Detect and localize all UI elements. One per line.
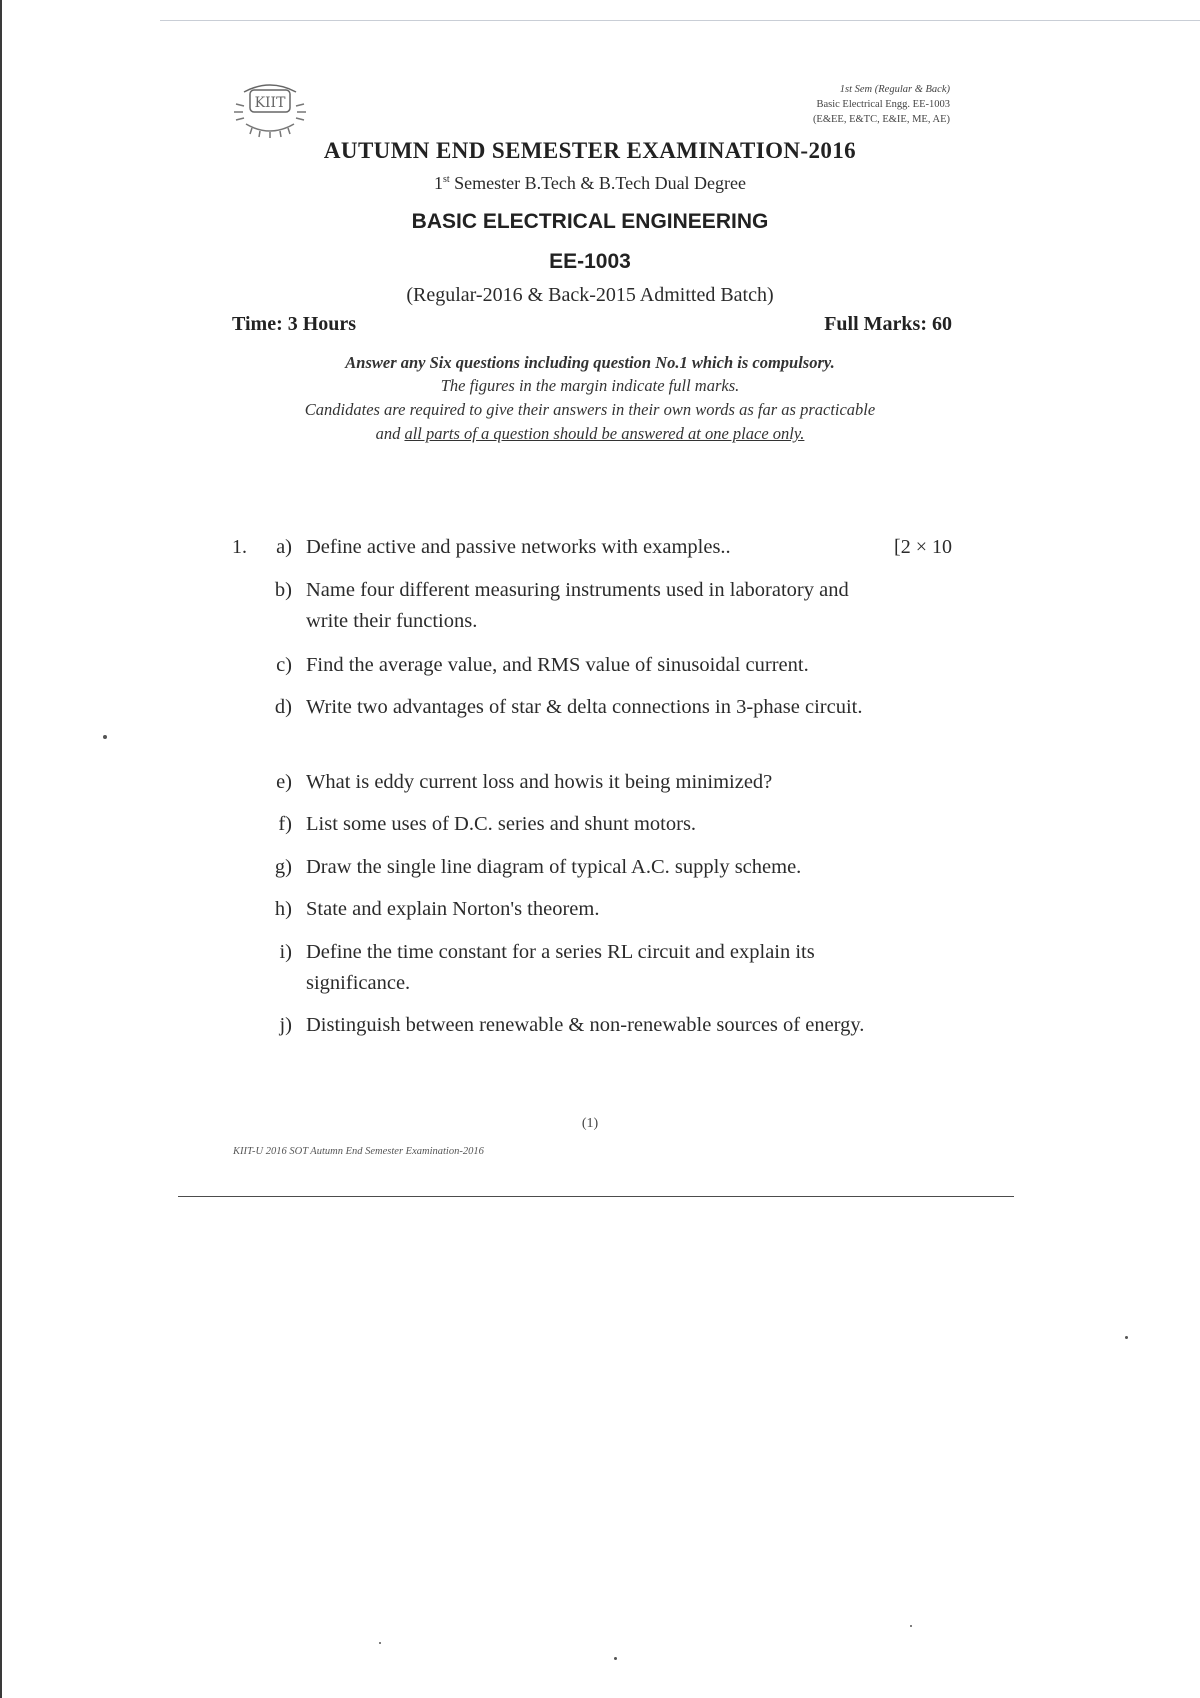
part-text: List some uses of D.C. series and shunt motors. (306, 813, 697, 835)
logo-text: KIIT (254, 95, 286, 111)
scan-speck (614, 1657, 617, 1660)
part-label: f) (278, 813, 292, 835)
page-number: (1) (581, 1116, 599, 1131)
question-number: 1. (232, 536, 247, 558)
instruction-one-place (0, 424, 1180, 444)
part-text: What is eddy current loss and howis it being minimized? (306, 771, 773, 793)
scan-edge-top (160, 20, 1200, 21)
batch-line: (Regular-2016 & Back-2015 Admitted Batch) (406, 284, 774, 306)
part-label: j) (279, 1014, 292, 1036)
part-label: c) (276, 654, 292, 676)
scan-speck (1125, 1336, 1128, 1339)
course-reference (700, 82, 950, 127)
subject-title: BASIC ELECTRICAL ENGINEERING (411, 210, 769, 233)
part-text: Draw the single line diagram of typical A.C. supply scheme. (306, 856, 802, 878)
scan-speck (910, 1625, 912, 1627)
question-marks: [2 × 10 (894, 536, 952, 558)
part-text: Name four different measuring instruments used in laboratory and write their functions. (306, 579, 849, 632)
instruction-own-words: Candidates are required to give their answers in their own words as far as practicable (304, 400, 876, 419)
bottom-rule (178, 1196, 1014, 1197)
part-label: e) (276, 771, 292, 793)
part-text: Define active and passive networks with examples.. (306, 536, 731, 558)
semester-text: Semester B.Tech & B.Tech Dual Degree (449, 173, 747, 193)
semester-line (0, 173, 1180, 194)
part-text: Distinguish between renewable & non-renewable sources of energy. (306, 1014, 865, 1036)
part-label: g) (274, 856, 292, 878)
part-label: i) (279, 941, 292, 963)
part-label: h) (274, 898, 292, 920)
semester-number: 1 (433, 173, 443, 193)
university-logo (230, 80, 310, 142)
part-label: a) (276, 536, 292, 558)
exam-time: Time: 3 Hours (232, 313, 357, 335)
semester-ordinal: st (442, 174, 450, 185)
corner-line-1: 1st Sem (Regular & Back) (839, 84, 950, 95)
part-text: Find the average value, and RMS value of sinusoidal current. (306, 654, 809, 676)
instruction-prefix: and (375, 424, 405, 443)
instruction-underlined: all parts of a question should be answered at one place only. (404, 424, 805, 443)
instruction-compulsory: Answer any Six questions including question No.1 which is compulsory. (345, 353, 835, 372)
part-text: Define the time constant for a series RL circuit and explain its significance. (306, 941, 815, 994)
corner-line-3: (E&EE, E&TC, E&IE, ME, AE) (812, 114, 950, 125)
corner-line-2: Basic Electrical Engg. EE-1003 (816, 99, 950, 110)
scan-speck (103, 735, 107, 739)
exam-title: AUTUMN END SEMESTER EXAMINATION-2016 (323, 138, 857, 163)
part-label: b) (274, 579, 292, 601)
part-text: Write two advantages of star & delta connections in 3-phase circuit. (306, 696, 863, 718)
part-label: d) (274, 696, 292, 718)
subject-code: EE-1003 (549, 250, 631, 273)
instruction-margin: The figures in the margin indicate full marks. (440, 376, 740, 395)
part-text: State and explain Norton's theorem. (306, 898, 600, 920)
full-marks: Full Marks: 60 (824, 313, 952, 335)
scan-speck (379, 1642, 381, 1644)
footer-text: KIIT-U 2016 SOT Autumn End Semester Examination-2016 (233, 1146, 484, 1157)
